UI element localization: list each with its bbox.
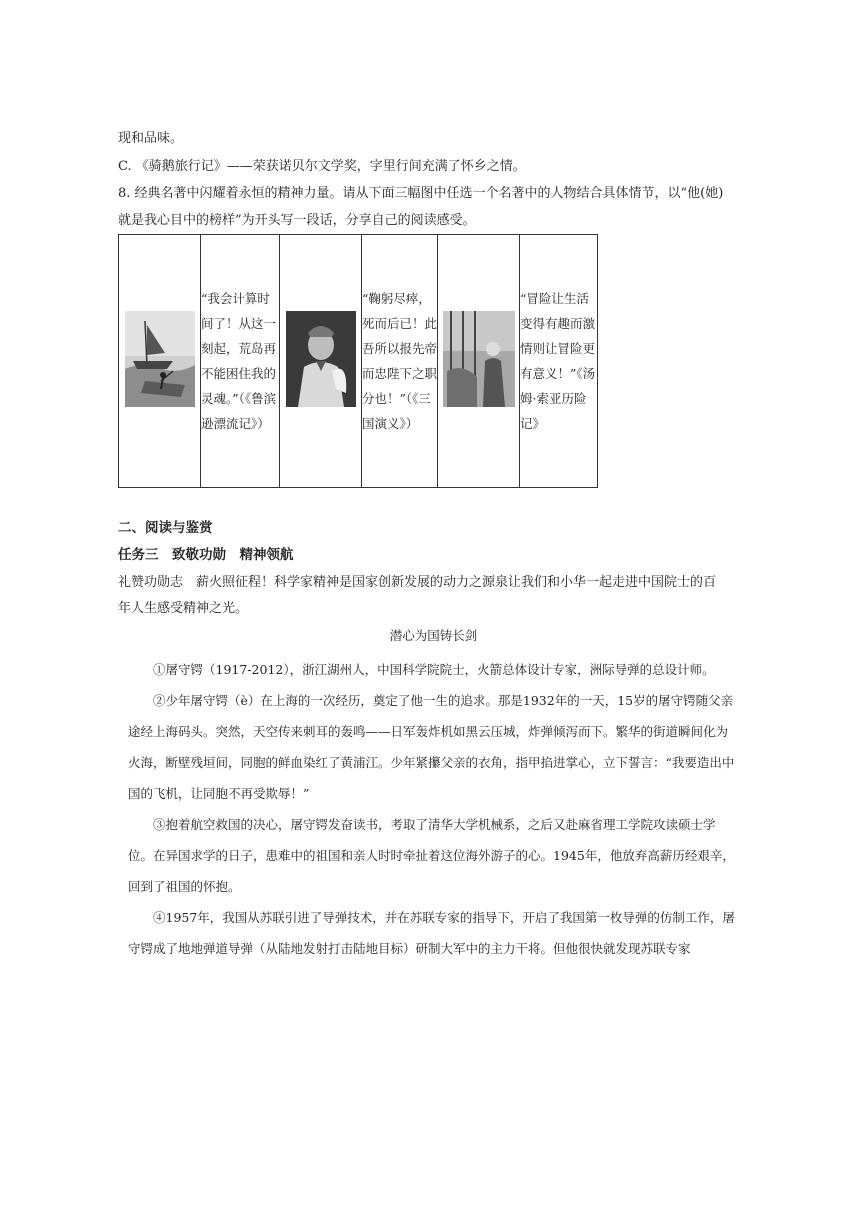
paragraph-3: ③抱着航空救国的决心，屠守锷发奋读书，考取了清华大学机械系，之后又赴麻省理工学院攻读硕士学位。在异国求学的日子，患难中的祖国和亲人时时牵扯着这位海外游子的心。1945年，他放弃高薪历经艰辛，回到了祖国的怀抱。: [128, 817, 735, 894]
quote-robinson: “我会计算时间了！从这一刻起，荒岛再不能困住我的灵魂。”（《鲁滨逊漂流记》）: [201, 291, 277, 431]
question-8-line-2: 就是我心目中的榜样”为开头写一段话，分享自己的阅读感受。: [118, 213, 476, 228]
paragraph-1: ①屠守锷（1917-2012），浙江湖州人，中国科学院院士，火箭总体设计专家，洲际导弹的总设计师。: [153, 662, 715, 677]
zhuge-liang-portrait: [286, 311, 356, 407]
intro-line-1: 礼赞功勋志 薪火照征程！科学家精神是国家创新发展的动力之源泉让我们和小华一起走进中国院士的百: [118, 575, 717, 590]
option-c: C. 《骑鹅旅行记》——荣获诺贝尔文学奖，字里行间充满了怀乡之情。: [118, 159, 526, 174]
robinson-raft-illustration: [125, 311, 195, 407]
article-body: [128, 654, 738, 964]
question-8-line-1: 8. 经典名著中闪耀着永恒的精神力量。请从下面三幅图中任选一个名著中的人物结合具体情节，以“他(她): [118, 186, 724, 201]
image-cell: [280, 235, 362, 488]
quote-cell: [362, 235, 438, 488]
quote-table: [118, 234, 598, 488]
quote-cell: [520, 235, 598, 488]
section-heading: 二、阅读与鉴赏: [118, 520, 213, 536]
paragraph-2: ②少年屠守锷（è）在上海的一次经历，奠定了他一生的追求。那是1932年的一天，15岁的屠守锷随父亲途经上海码头。突然，天空传来刺耳的轰鸣——日军轰炸机如黑云压城，炸弹倾泻而下。繁华的街道瞬间化为火海，断壁残垣间，同胞的鲜血染红了黄浦江。少年紧攥父亲的衣角，指甲掐进掌心，立下誓言：“我要造出中国的飞机，让同胞不再受欺辱！”: [128, 693, 735, 801]
image-cell: [119, 235, 201, 488]
quote-cell: [201, 235, 280, 488]
tom-sawyer-illustration: [443, 311, 515, 407]
text-line: 现和品味。: [118, 131, 184, 146]
intro-line-2: 年人生感受精神之光。: [118, 601, 249, 616]
task-heading: 任务三 致敬功勋 精神领航: [118, 547, 294, 563]
quote-three-kingdoms: “鞠躬尽瘁，死而后已！此吾所以报先帝而忠陛下之职分也！”（《三国演义》）: [362, 291, 438, 431]
paragraph-4: ④1957年，我国从苏联引进了导弹技术，并在苏联专家的指导下，开启了我国第一枚导弹的仿制工作，屠守锷成了地地弹道导弹（从陆地发射打击陆地目标）研制大军中的主力干将。但他很快就发现苏联专家: [128, 910, 735, 956]
quote-tom-sawyer: “冒险让生活变得有趣而激情则让冒险更有意义！”《汤姆·索亚历险记》: [520, 291, 596, 431]
article-title: 潜心为国铸长剑: [389, 628, 478, 643]
image-cell: [438, 235, 520, 488]
